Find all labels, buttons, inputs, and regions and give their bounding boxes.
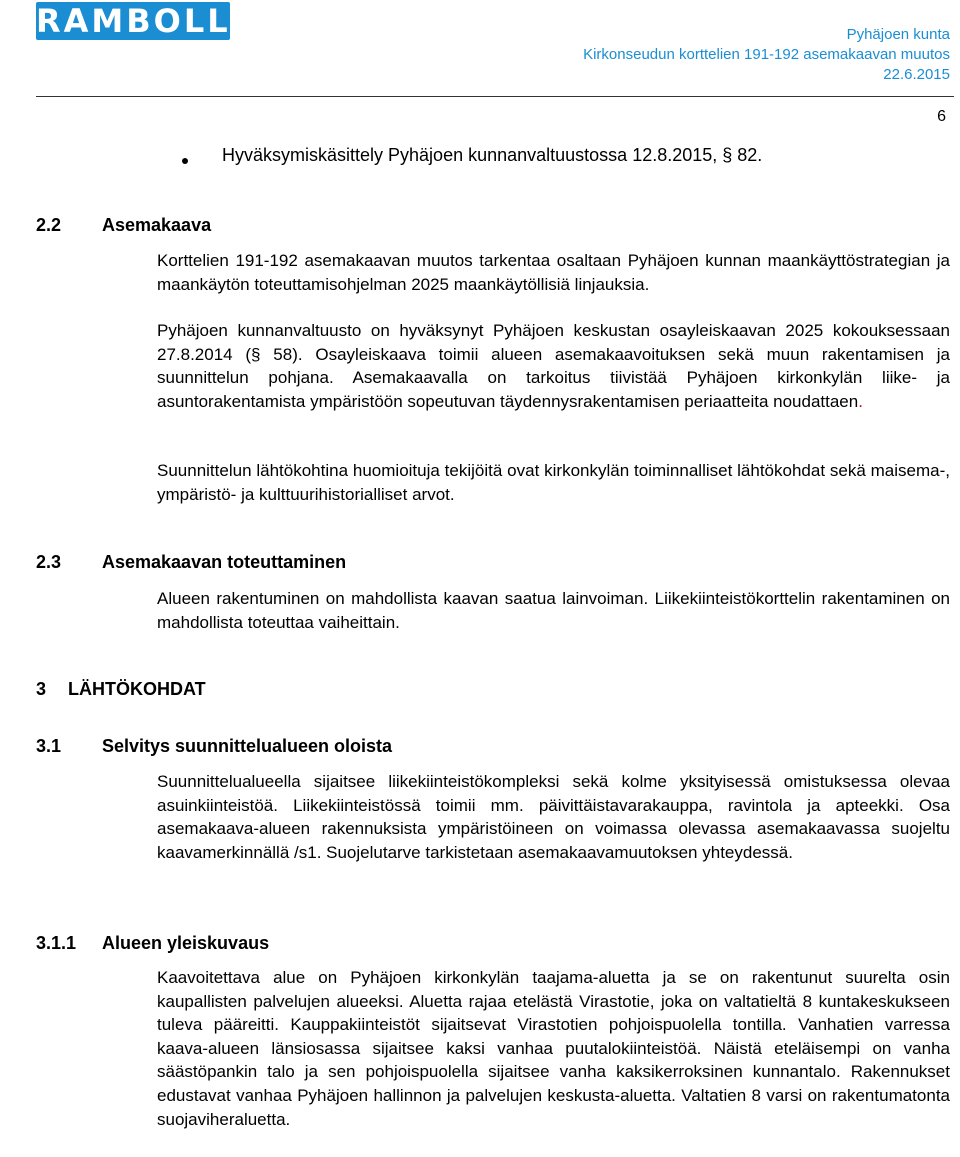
heading-number: 3.1.1 [36, 933, 77, 953]
paragraph-text: Pyhäjoen kunnanvaltuusto on hyväksynyt Pyhäjoen keskustan osayleiskaavan 2025 kokouksessaan 27.8.2014 (§ 58). Osayleiskaava toimii alueen asemakaavoituksen sekä muun rakentamisen ja suunnittelun pohjana. Asemakaavalla on tarkoitus tiivistää Pyhäjoen kirkonkylän liike- ja asuntorakentamista ympäristöön sopeutuvan täydennysrakentamisen periaatteita noudattaen [157, 321, 950, 411]
header-date: 22.6.2015 [883, 66, 950, 83]
bullet-text: Hyväksymiskäsittely Pyhäjoen kunnanvaltuustossa 12.8.2015, § 82. [222, 145, 763, 165]
paragraph-2-2-1: Korttelien 191-192 asemakaavan muutos tarkentaa osaltaan Pyhäjoen kunnan maankäyttöstrategian ja maankäytön toteuttamisohjelman 2025 maankäytöllisiä linjauksia. [157, 251, 950, 294]
paragraph-3-1-1-1: Kaavoitettava alue on Pyhäjoen kirkonkylän taajama-aluetta ja se on rakentunut suurelta osin kaupallisten palvelujen alueeksi. Aluetta rajaa etelästä Virastotie, joka on valtatieltä 8 kuntakeskukseen tuleva pääreitti. Kauppakiinteistöt sijaitsevat Virastotien pohjoispuolella tontilla. Vanhatien varressa kaava-alueen länsiosassa sijaitsee kaksi vanhaa puutalokiinteistöä. Näistä eteläisempi on vanha säästöpankin talo ja sen pohjoispuolella sijaitsee vanha kaksikerroksinen kunnantalo. Rakennukset edustavat vanhaa Pyhäjoen hallinnon ja palvelujen keskusta-aluetta. Valtatien 8 varsi on rakentumatonta suojaviheraluetta. [157, 968, 950, 1129]
heading-number: 3.1 [36, 736, 62, 756]
heading-number: 2.2 [36, 215, 62, 235]
paragraph-2-3-1: Alueen rakentuminen on mahdollista kaavan saatua lainvoiman. Liikekiinteistökorttelin rakentaminen on mahdollista toteuttaa vaiheittain. [157, 589, 950, 632]
bullet-dot-icon [182, 158, 188, 164]
heading-title: LÄHTÖKOHDAT [68, 679, 206, 699]
ramboll-logo: RAMBOLL [36, 2, 231, 40]
red-period: . [858, 391, 863, 411]
header-project: Kirkonseudun korttelien 191-192 asemakaavan muutos [583, 46, 950, 63]
paragraph-2-2-3: Suunnittelun lähtökohtina huomioituja tekijöitä ovat kirkonkylän toiminnalliset lähtökohdat sekä maisema-, ympäristö- ja kulttuurihistorialliset arvot. [157, 461, 950, 504]
heading-number: 3 [36, 679, 47, 699]
header-divider [36, 96, 954, 97]
heading-title: Selvitys suunnittelualueen oloista [102, 736, 393, 756]
heading-title: Asemakaava [102, 215, 212, 235]
heading-number: 2.3 [36, 552, 62, 572]
paragraph-2-2-2 [157, 319, 950, 413]
paragraph-3-1-1: Suunnittelualueella sijaitsee liikekiinteistökompleksi sekä kolme yksityisessä omistuksessa olevaa asuinkiinteistöä. Liikekiinteistössä toimii mm. päivittäistavarakauppa, ravintola ja apteekki. Osa asemakaava-alueen rakennuksista ympäristöineen on voimassa olevassa asemakaavassa suojeltu kaavamerkinnällä /s1. Suojelutarve tarkistetaan asemakaavamuutoksen yhteydessä. [157, 772, 950, 862]
header-municipality: Pyhäjoen kunta [846, 26, 950, 43]
page-number: 6 [937, 108, 946, 125]
heading-title: Asemakaavan toteuttaminen [102, 552, 347, 572]
heading-title: Alueen yleiskuvaus [102, 933, 270, 953]
